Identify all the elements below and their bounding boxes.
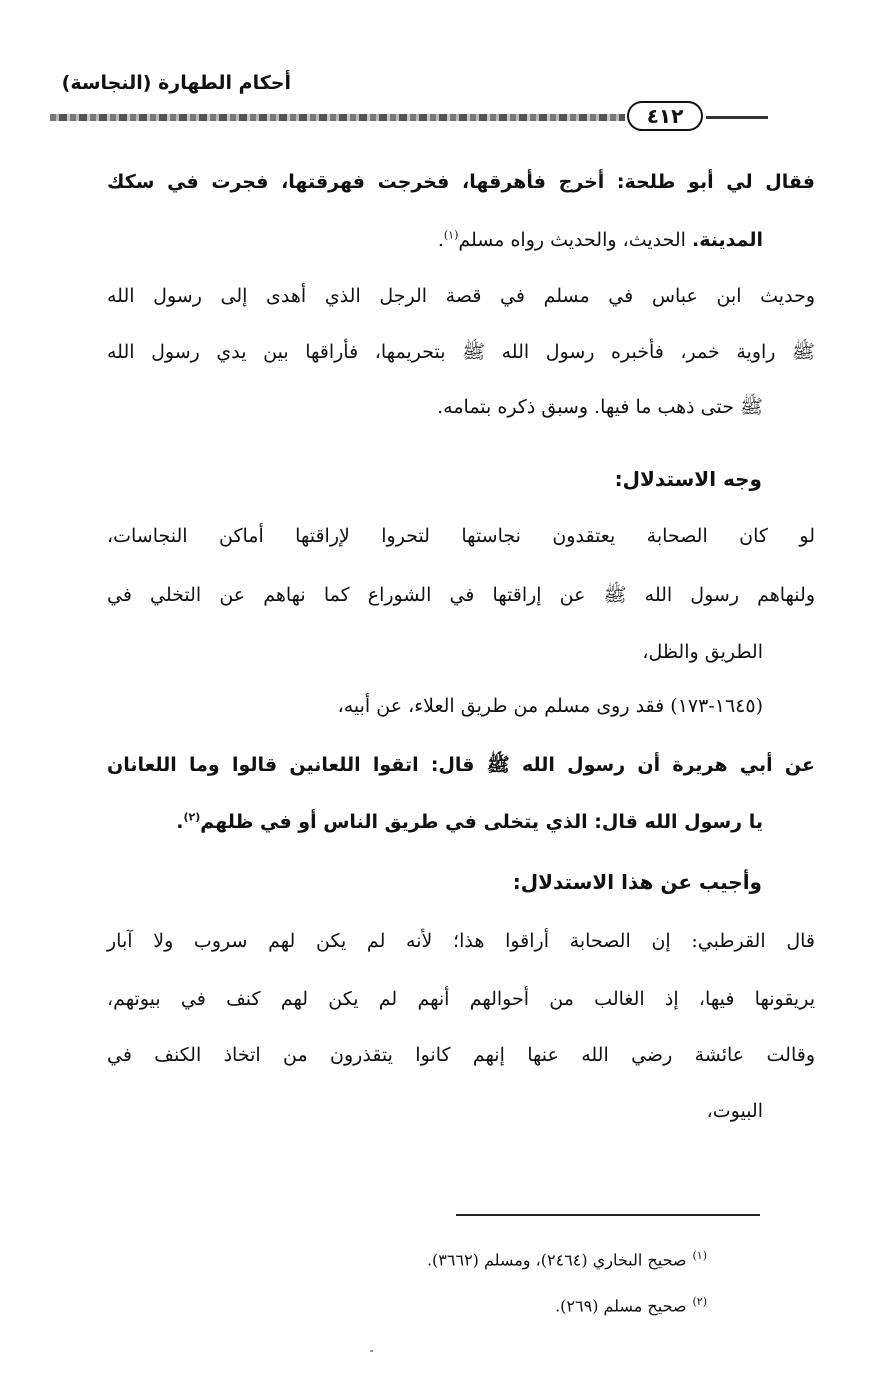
section-heading: وجه الاستدلال: <box>614 467 762 491</box>
hadith-line: عن أبي هريرة أن رسول الله ﷺ قال: اتقوا اللعانين قالوا وما اللعانان <box>107 754 815 776</box>
line-text: الحديث، والحديث رواه مسلم <box>458 229 692 251</box>
section-heading: وأجيب عن هذا الاستدلال: <box>512 870 762 894</box>
line-punct: . <box>437 229 444 251</box>
footnote <box>427 1244 707 1272</box>
page-number: ٤١٢ <box>627 101 703 131</box>
running-title: أحكام الطهارة (النجاسة) <box>61 72 291 94</box>
footnote-rule <box>456 1214 760 1216</box>
text-line: وقالت عائشة رضي الله عنها إنهم كانوا يتقذرون من اتخاذ الكنف في <box>107 1044 815 1066</box>
text-line: (١٦٤٥-١٧٣) فقد روى مسلم من طريق العلاء، عن أبيه، <box>337 695 763 717</box>
footnote-number: (٢) <box>692 1295 707 1308</box>
footnote-text: صحيح البخاري (٢٤٦٤)، ومسلم (٣٦٦٢). <box>426 1250 687 1270</box>
text-line: وحديث ابن عباس في مسلم في قصة الرجل الذي أهدى إلى رسول الله <box>107 285 815 307</box>
bold-word: المدينة. <box>692 229 763 251</box>
footnote <box>555 1290 707 1318</box>
text-line: البيوت، <box>706 1100 763 1122</box>
text-line: يريقونها فيها، إذ الغالب من أحوالهم أنهم لم يكن لهم كنف في بيوتهم، <box>107 988 815 1010</box>
text-line: ﷺ حتى ذهب ما فيها. وسبق ذكره بتمامه. <box>437 396 763 418</box>
scan-speck <box>370 1350 373 1352</box>
hadith-line <box>176 808 763 836</box>
text-line: الطريق والظل، <box>642 641 763 663</box>
footnote-text: صحيح مسلم (٢٦٩). <box>555 1296 687 1316</box>
text-line: فقال لي أبو طلحة: أخرج فأهرقها، فخرجت فهرقتها، فجرت في سكك <box>107 171 815 193</box>
text-line: ولنهاهم رسول الله ﷺ عن إراقتها في الشوراع كما نهاهم عن التخلي في <box>107 584 815 606</box>
text-line: لو كان الصحابة يعتقدون نجاستها لتحروا لإراقتها أماكن النجاسات، <box>107 525 815 547</box>
header-rule <box>50 114 625 121</box>
text-line <box>438 226 763 254</box>
footnote-ref: (١) <box>443 228 459 242</box>
footnote-number: (١) <box>692 1249 707 1262</box>
line-punct: . <box>176 811 184 833</box>
hadith-text: يا رسول الله قال: الذي يتخلى في طريق الناس أو في ظلهم <box>200 811 763 833</box>
header-rule-short <box>706 116 768 119</box>
text-line: قال القرطبي: إن الصحابة أراقوا هذا؛ لأنه لم يكن لهم سروب ولا آبار <box>107 930 815 952</box>
footnote-ref: (٢) <box>183 810 201 824</box>
text-line: ﷺ راوية خمر، فأخبره رسول الله ﷺ بتحريمها، فأراقها بين يدي رسول الله <box>107 341 815 363</box>
